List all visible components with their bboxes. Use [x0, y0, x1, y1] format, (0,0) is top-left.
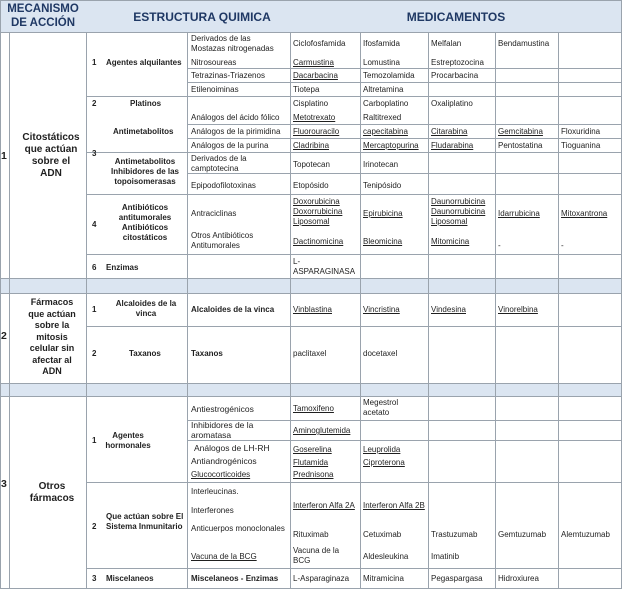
drug-cell: Tenipósido [363, 181, 402, 190]
section-number: 2 [1, 330, 7, 342]
drug-cell: Doxorubicina [293, 197, 340, 206]
grid-line [0, 278, 622, 279]
drug-cell: L-ASPARAGINASA [293, 257, 356, 276]
drug-cell: Etopósido [293, 181, 329, 190]
header-mechanism: MECANISMO DE ACCIÓN [7, 3, 79, 29]
drug-cell: Vinblastina [293, 305, 332, 314]
grid-line [558, 33, 559, 588]
grid-line [0, 0, 1, 588]
drug-cell: Carmustina [293, 58, 334, 67]
drug-cell: Mitramicina [363, 574, 404, 583]
drug-cell: Flutamida [293, 458, 329, 467]
structure-cell: Antraciclinas [191, 209, 237, 218]
drug-cell: docetaxel [363, 349, 398, 358]
drug-cell: Leuprolida [363, 445, 401, 454]
grid-line [86, 326, 622, 327]
subgroup-number: 1 [92, 436, 97, 445]
drug-cell: Cladribina [293, 141, 330, 150]
drug-cell: Metotrexato [293, 113, 336, 122]
grid-line [86, 254, 622, 255]
drug-cell: Vinorelbina [498, 305, 538, 314]
grid-line [360, 33, 361, 588]
structure-cell: Anticuerpos monoclonales [191, 524, 285, 533]
grid-line [0, 588, 622, 589]
drug-cell: Estreptozocina [431, 58, 484, 67]
drug-cell: Ifosfamida [363, 39, 400, 48]
section-title: Citostáticos que actúan sobre el ADN [22, 132, 80, 179]
structure-cell: Análogos del ácido fólico [191, 113, 280, 122]
grid-line [187, 124, 622, 125]
drug-cell: Dacarbacina [293, 71, 338, 80]
drug-cell: Temozolamida [363, 71, 415, 80]
subgroup-number: 2 [92, 522, 97, 531]
drug-cell: Raltitrexed [363, 113, 402, 122]
drug-cell: Tioguanina [561, 141, 601, 150]
drug-cell: Lomustina [363, 58, 400, 67]
structure-cell: Análogos de la pirimidina [191, 127, 281, 136]
drug-cell: Melfalan [431, 39, 462, 48]
header-drugs: MEDICAMENTOS [406, 10, 506, 24]
grid-line [187, 440, 622, 441]
drug-cell: Epirubicina [363, 209, 403, 218]
drug-cell: capecitabina [363, 127, 408, 136]
structure-cell: Miscelaneos - Enzimas [191, 574, 279, 583]
subgroup-label: Platinos [130, 99, 162, 108]
drug-cell: Altretamina [363, 85, 404, 94]
drug-cell: Interferon Alfa 2B [363, 501, 425, 510]
drug-cell: Bleomicina [363, 237, 403, 246]
drug-cell: Tamoxifeno [293, 404, 334, 413]
drug-cell: Irinotecan [363, 160, 399, 169]
subgroup-label: Antimetabolitos Inhibidores de las topoisomerasas [110, 157, 179, 186]
drug-cell: Bendamustina [498, 39, 550, 48]
section-number: 3 [1, 478, 7, 490]
grid-line [0, 396, 622, 397]
structure-cell: Derivados de las Mostazas nitrogenadas [191, 34, 274, 53]
subgroup-label: Antibióticos antitumorales Antibióticos citostáticos [118, 203, 172, 242]
structure-cell: Otros Antibióticos Antitumorales [191, 231, 254, 250]
section-title: Otros fármacos [29, 481, 75, 504]
grid-line [428, 33, 429, 588]
subgroup-number: 6 [92, 263, 97, 272]
grid-line [187, 68, 622, 69]
subgroup-label: Enzimas [106, 263, 139, 272]
drug-cell: Aldesleukina [363, 552, 409, 561]
subgroup-number: 1 [92, 305, 97, 314]
table-header [0, 0, 622, 33]
grid-line [86, 568, 622, 569]
subgroup-label: Miscelaneos [106, 574, 154, 583]
structure-cell: Derivados de la camptotecina [191, 154, 247, 173]
drug-cell: Imatinib [431, 552, 460, 561]
drug-cell: Dactinomicina [293, 237, 344, 246]
drug-cell: Tiotepa [293, 85, 320, 94]
subgroup-number: 1 [92, 58, 97, 67]
drug-cell: Procarbacina [431, 71, 479, 80]
drug-cell: Daunorrubicina [431, 197, 486, 206]
drug-cell: Gemtuzumab [498, 530, 547, 539]
drug-cell: paclitaxel [293, 349, 327, 358]
drug-cell: Daunorrubicina Liposomal [431, 207, 486, 226]
drug-cell: Megestrol acetato [363, 398, 399, 417]
subgroup-label: Agentes hormonales [105, 431, 151, 450]
subgroup-label: Agentes alquilantes [106, 58, 182, 67]
grid-line [0, 293, 622, 294]
grid-line [0, 383, 622, 384]
drug-cell: Vincristina [363, 305, 400, 314]
drug-cell: Goserelina [293, 445, 332, 454]
structure-cell: Antiestrogénicos [191, 404, 254, 414]
subgroup-number: 2 [92, 349, 97, 358]
structure-cell: Tetrazinas-Triazenos [191, 71, 265, 80]
section-title: Fármacos que actúan sobre la mitosis celular sin afectar al ADN [28, 297, 76, 376]
grid-line [495, 33, 496, 588]
structure-cell: Taxanos [191, 349, 223, 358]
subgroup-number: 4 [92, 220, 97, 229]
drug-cell: Rituximab [293, 530, 329, 539]
subgroup-number: 3 [92, 574, 97, 583]
structure-cell: Interferones [191, 506, 234, 515]
drug-cell: Cisplatino [293, 99, 329, 108]
grid-line [290, 33, 291, 588]
grid-line [86, 33, 87, 588]
drug-cell: Citarabina [431, 127, 468, 136]
structure-cell: Análogos de LH-RH [194, 443, 270, 453]
drug-cell: Topotecan [293, 160, 330, 169]
header-structure: ESTRUCTURA QUIMICA [133, 10, 271, 24]
drug-cell: Carboplatino [363, 99, 409, 108]
drug-cell: Doxorrubicina Liposomal [293, 207, 343, 226]
grid-line [86, 482, 622, 483]
subgroup-label: Que actúan sobre El Sistema Inmunitario [106, 512, 184, 531]
drug-cell: Pegaspargasa [431, 574, 483, 583]
section-separator [0, 383, 622, 396]
drug-cell: Vindesina [431, 305, 466, 314]
drug-cell: Oxaliplatino [431, 99, 473, 108]
drug-cell: Mitomicina [431, 237, 470, 246]
grid-line [9, 33, 10, 588]
grid-line [187, 82, 622, 83]
drug-cell: Mitoxantrona [561, 209, 608, 218]
drug-cell: Pentostatina [498, 141, 543, 150]
grid-line [86, 194, 622, 195]
structure-cell: Glucocorticoides [191, 470, 251, 479]
structure-cell: Alcaloides de la vinca [191, 305, 275, 314]
drug-cell: Ciproterona [363, 458, 405, 467]
subgroup-label: Taxanos [129, 349, 161, 358]
drug-cell: Vacuna de la BCG [293, 546, 340, 565]
structure-cell: Vacuna de la BCG [191, 552, 257, 561]
drug-cell: Ciclofosfamida [293, 39, 346, 48]
drug-cell: Fludarabina [431, 141, 474, 150]
drug-cell: Mercaptopurina [363, 141, 419, 150]
subgroup-number: 2 [92, 99, 97, 108]
grid-line [621, 0, 622, 588]
grid-line [187, 33, 188, 588]
drug-cell: Gemcitabina [498, 127, 543, 136]
grid-line [86, 96, 622, 97]
structure-cell: Inhibidores de la aromatasa [191, 420, 254, 440]
drug-cell: Alemtuzumab [561, 530, 610, 539]
structure-cell: Análogos de la purina [191, 141, 269, 150]
section-number: 1 [1, 150, 7, 162]
subgroup-label: Alcaloides de la vinca [115, 299, 177, 318]
grid-line [187, 138, 622, 139]
section-separator [0, 278, 622, 293]
structure-cell: Antiandrogénicos [191, 456, 257, 466]
structure-cell: Etilenoiminas [191, 85, 239, 94]
grid-line [86, 152, 622, 153]
drug-cell: Cetuximab [363, 530, 402, 539]
drug-cell: Interferon Alfa 2A [293, 501, 355, 510]
drug-cell: L-Asparaginaza [293, 574, 350, 583]
structure-cell: Interleucinas. [191, 487, 239, 496]
dash-mark: - [498, 241, 501, 250]
subgroup-number: 3 [92, 149, 97, 158]
structure-cell: Epipodofilotoxinas [191, 181, 256, 190]
drug-cell: Fluorouracilo [293, 127, 340, 136]
subgroup-label: Antimetabolitos [113, 127, 174, 136]
drug-cell: Hidroxiurea [498, 574, 539, 583]
structure-cell: Nitrosoureas [191, 58, 237, 67]
drug-cell: Floxuridina [561, 127, 601, 136]
drug-cell: Trastuzumab [431, 530, 478, 539]
drug-cell: Idarrubicina [498, 209, 540, 218]
drug-cell: Prednisona [293, 470, 334, 479]
drug-cell: Aminoglutemida [293, 426, 351, 435]
dash-mark: - [561, 241, 564, 250]
